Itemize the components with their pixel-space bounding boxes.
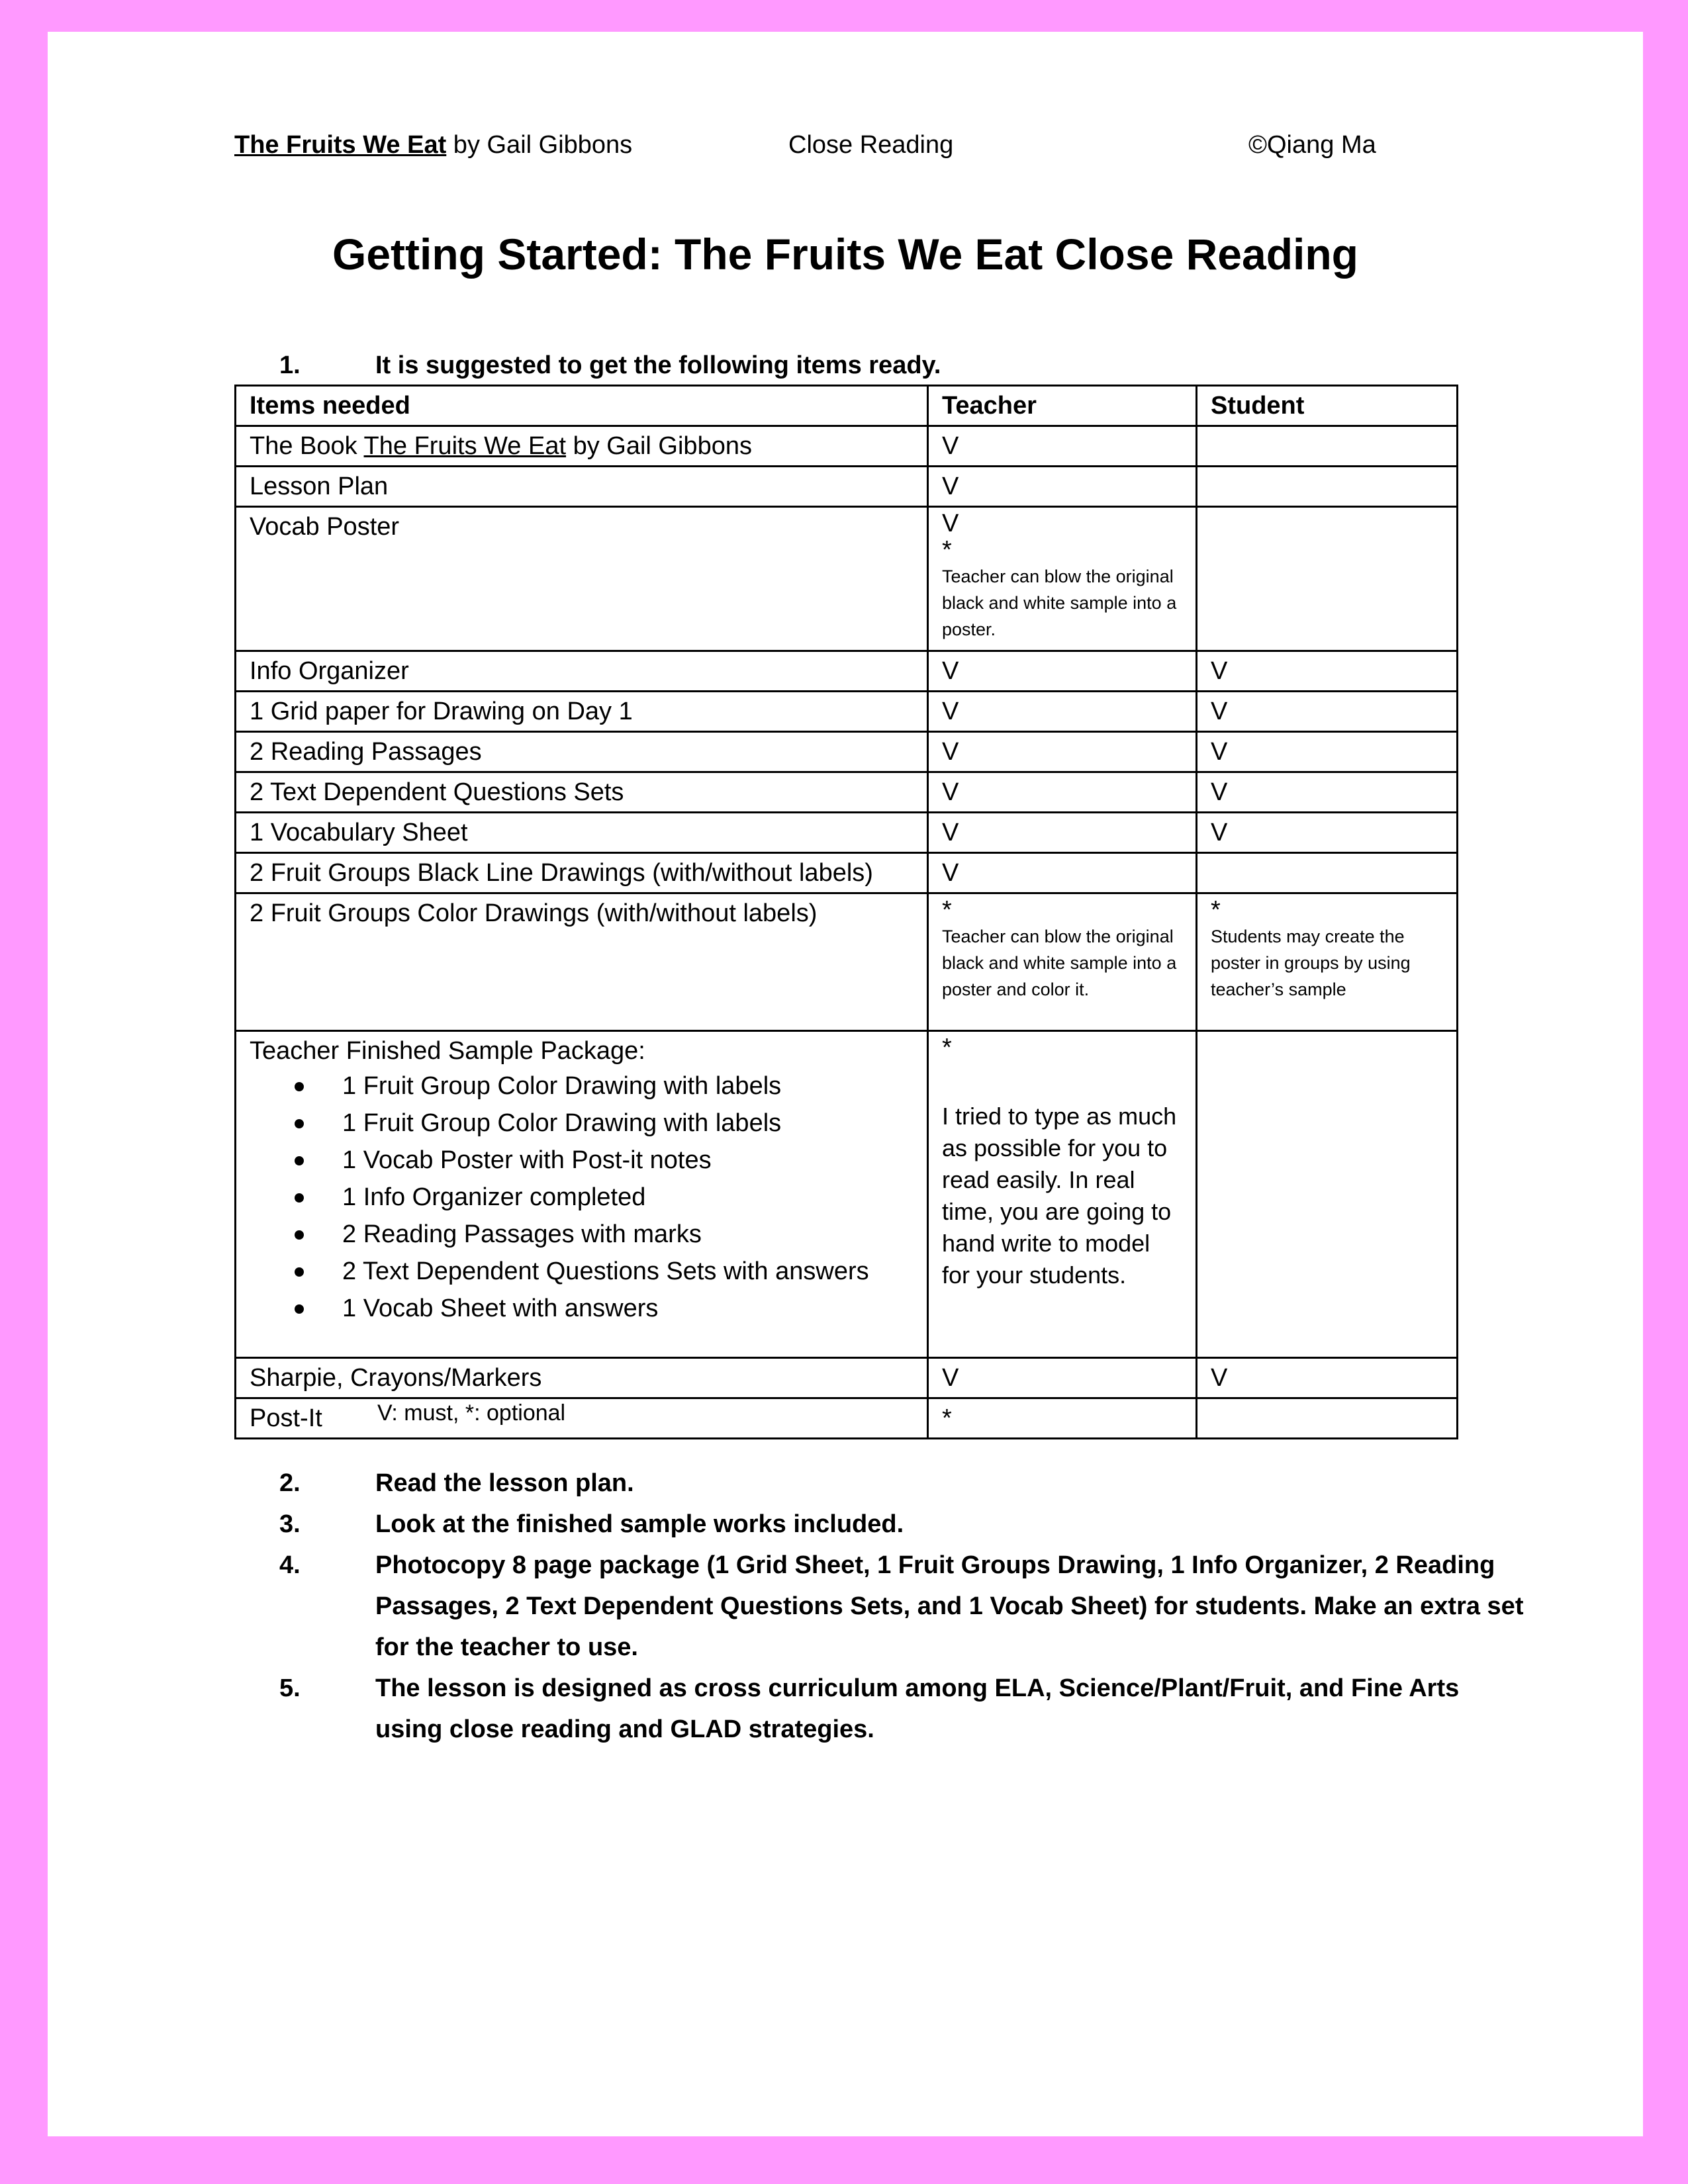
column-header-student: Student bbox=[1197, 386, 1458, 426]
item-cell: Vocab Poster bbox=[236, 507, 928, 651]
teacher-cell: V bbox=[928, 732, 1197, 772]
items-table bbox=[234, 385, 1458, 1439]
table-row bbox=[236, 467, 1458, 507]
table-row bbox=[236, 772, 1458, 813]
header-center-text: Close Reading bbox=[788, 131, 954, 159]
step-text: The lesson is designed as cross curriculum among ELA, Science/Plant/Fruit, and Fine Arts using close reading and GLAD strategies. bbox=[375, 1674, 1460, 1743]
student-mark: * bbox=[1211, 896, 1221, 924]
header-book-title: The Fruits We Eat bbox=[234, 131, 447, 159]
list-item: 1 Fruit Group Color Drawing with labels bbox=[342, 1068, 914, 1105]
step-text: Read the lesson plan. bbox=[375, 1469, 634, 1497]
item-cell bbox=[236, 1031, 928, 1358]
item-cell: 2 Reading Passages bbox=[236, 732, 928, 772]
item-cell: Info Organizer bbox=[236, 651, 928, 692]
table-row bbox=[236, 651, 1458, 692]
teacher-mark: * bbox=[942, 896, 952, 924]
step-number: 1. bbox=[279, 351, 301, 379]
teacher-cell: V bbox=[928, 1358, 1197, 1398]
header-copyright: ©Qiang Ma bbox=[1248, 131, 1376, 159]
table-row bbox=[236, 813, 1458, 853]
step-number: 5. bbox=[279, 1674, 301, 1702]
header-byline: by Gail Gibbons bbox=[446, 131, 633, 159]
document-page bbox=[48, 32, 1643, 2136]
list-item: 2 Text Dependent Questions Sets with answers bbox=[342, 1253, 914, 1290]
step-text: Look at the finished sample works included. bbox=[375, 1510, 904, 1538]
teacher-cell bbox=[928, 507, 1197, 651]
teacher-cell: V bbox=[928, 426, 1197, 467]
item-cell: 1 Grid paper for Drawing on Day 1 bbox=[236, 692, 928, 732]
running-header bbox=[234, 131, 1439, 164]
student-cell: V bbox=[1197, 1358, 1458, 1398]
item-cell: 2 Fruit Groups Color Drawings (with/without labels) bbox=[236, 893, 928, 1031]
table-row bbox=[236, 507, 1458, 651]
teacher-mark: * bbox=[942, 1034, 952, 1062]
teacher-mark: * bbox=[942, 536, 952, 564]
teacher-cell bbox=[928, 1031, 1197, 1358]
teacher-cell: * bbox=[928, 1398, 1197, 1439]
item-cell: Sharpie, Crayons/Markers bbox=[236, 1358, 928, 1398]
student-cell bbox=[1197, 507, 1458, 651]
table-legend: V: must, *: optional bbox=[377, 1400, 566, 1426]
item-cell: 2 Text Dependent Questions Sets bbox=[236, 772, 928, 813]
student-cell: V bbox=[1197, 813, 1458, 853]
table-row bbox=[236, 1031, 1458, 1358]
table-row bbox=[236, 732, 1458, 772]
list-item: 1 Fruit Group Color Drawing with labels bbox=[342, 1105, 914, 1142]
item-cell: Post-It bbox=[236, 1398, 928, 1439]
student-cell bbox=[1197, 893, 1458, 1031]
student-cell bbox=[1197, 467, 1458, 507]
list-item: 2 Reading Passages with marks bbox=[342, 1216, 914, 1253]
table-row bbox=[236, 692, 1458, 732]
step-number: 4. bbox=[279, 1551, 301, 1579]
step-text: Photocopy 8 page package (1 Grid Sheet, 1 Fruit Groups Drawing, 1 Info Organizer, 2 Reading Passages, 2 Text Dependent Questions Sets, and 1 Vocab Sheet) for students. Make an extra set for the teacher to use. bbox=[375, 1551, 1524, 1661]
table-row bbox=[236, 1358, 1458, 1398]
student-cell bbox=[1197, 1398, 1458, 1439]
step-number: 3. bbox=[279, 1510, 301, 1538]
column-header-teacher: Teacher bbox=[928, 386, 1197, 426]
header-book-reference bbox=[234, 131, 632, 159]
student-cell: V bbox=[1197, 692, 1458, 732]
step-number: 2. bbox=[279, 1469, 301, 1497]
step-1 bbox=[279, 345, 1524, 386]
item-text: The Book bbox=[250, 432, 364, 460]
teacher-cell: V bbox=[928, 772, 1197, 813]
list-item: 1 Info Organizer completed bbox=[342, 1179, 914, 1216]
item-cell: 1 Vocabulary Sheet bbox=[236, 813, 928, 853]
item-text: by Gail Gibbons bbox=[566, 432, 752, 460]
teacher-mark: V bbox=[942, 510, 959, 537]
student-cell: V bbox=[1197, 651, 1458, 692]
table-row bbox=[236, 853, 1458, 893]
teacher-cell: V bbox=[928, 467, 1197, 507]
step-4 bbox=[279, 1545, 1524, 1668]
teacher-note: Teacher can blow the original black and white sample into a poster. bbox=[942, 567, 1177, 639]
table-row bbox=[236, 893, 1458, 1031]
table-row bbox=[236, 426, 1458, 467]
step-2 bbox=[279, 1463, 1524, 1504]
list-item: 1 Vocab Poster with Post-it notes bbox=[342, 1142, 914, 1179]
item-cell: Lesson Plan bbox=[236, 467, 928, 507]
student-note: Students may create the poster in groups by using teacher’s sample bbox=[1211, 927, 1411, 999]
student-cell: V bbox=[1197, 732, 1458, 772]
student-cell bbox=[1197, 1031, 1458, 1358]
book-title: The Fruits We Eat bbox=[363, 432, 567, 460]
table-header-row bbox=[236, 386, 1458, 426]
teacher-cell bbox=[928, 893, 1197, 1031]
package-label: Teacher Finished Sample Package: bbox=[250, 1037, 645, 1065]
item-cell bbox=[236, 426, 928, 467]
step-3 bbox=[279, 1504, 1524, 1545]
teacher-note: Teacher can blow the original black and white sample into a poster and color it. bbox=[942, 927, 1177, 999]
teacher-cell: V bbox=[928, 692, 1197, 732]
student-cell bbox=[1197, 853, 1458, 893]
student-cell bbox=[1197, 426, 1458, 467]
column-header-items: Items needed bbox=[236, 386, 928, 426]
step-5 bbox=[279, 1668, 1524, 1750]
teacher-note: I tried to type as much as possible for you to read easily. In real time, you are going to hand write to model for your students. bbox=[942, 1103, 1177, 1289]
student-cell: V bbox=[1197, 772, 1458, 813]
list-item: 1 Vocab Sheet with answers bbox=[342, 1290, 914, 1327]
step-text: It is suggested to get the following items ready. bbox=[375, 351, 941, 379]
teacher-cell: V bbox=[928, 853, 1197, 893]
page-title: Getting Started: The Fruits We Eat Close Reading bbox=[332, 230, 1358, 279]
teacher-cell: V bbox=[928, 651, 1197, 692]
item-cell: 2 Fruit Groups Black Line Drawings (with/without labels) bbox=[236, 853, 928, 893]
teacher-cell: V bbox=[928, 813, 1197, 853]
package-list bbox=[250, 1068, 914, 1327]
